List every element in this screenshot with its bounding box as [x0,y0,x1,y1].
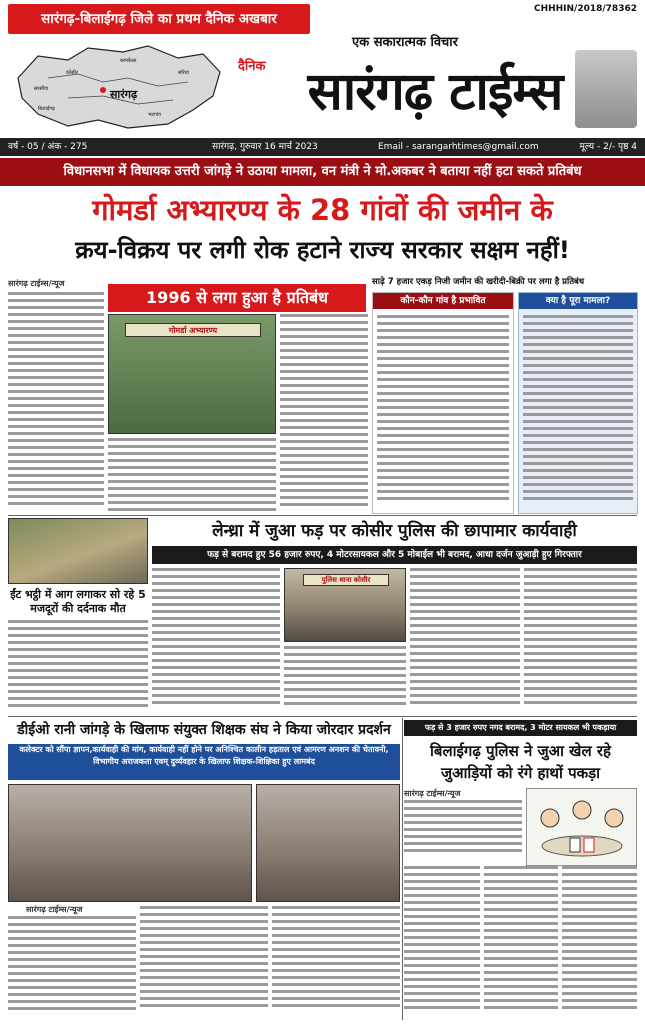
column-divider [402,718,403,1020]
full-matter-box [518,292,638,514]
editor-portrait [575,50,637,128]
email-contact: Email - sarangarhtimes@gmail.com [378,142,539,152]
map-place: बरमकेला [120,58,137,64]
story4-column-2 [404,866,480,1020]
story3-right-band: फड़ से 3 हजार रुपए नगद बरामद, 3 मोटर सायकल भी पकड़ाया [404,720,637,736]
story3-column-3 [272,906,400,1020]
story3-column-1 [8,916,136,1020]
volume-issue: वर्ष - 05 / अंक - 275 [8,142,88,152]
story4-headline: बिलाईगढ़ पुलिस ने जुआ खेल रहे जुआड़ियों को रंगे हाथों पकड़ा [430,742,611,782]
story2-caption: ईंट भट्ठी में आग लगाकर सो रहे 5 मजदूरों की दर्दनाक मौत [10,588,146,615]
story4-column-4 [562,866,637,1020]
story4-column-3 [484,866,558,1020]
brick-kiln-photo [8,518,148,584]
story2-band: फड़ से बरामद हुए 56 हजार रुपए, 4 मोटरसायकल और 5 मोबाईल भी बरामद, आधा दर्जन जुआड़ी हुए गिरफ्तार [152,546,637,564]
map-place: बिलाईगढ़ [38,106,55,112]
story2-column-4 [524,568,637,714]
story4-byline: सारंगढ़ टाईम्स/न्यूज [404,789,461,798]
story3-blue-band: कलेक्टर को सौंपा ज्ञापन,कार्यवाही की मांग, कार्यवाही नहीं होने पर अनिश्चित कालीन हड़ताल एवं आमरण अनशन की चेतावनी, विभागीय अराजकता एवम् दुर्व्यवहार के खिलाफ शिक्षक-शिक्षिका हुए लामबंद [8,744,400,780]
police-station-label: पुलिस थाना कोसीर [303,574,389,586]
lead-column-3 [280,314,368,514]
price: मूल्य - 2/- पृष्ठ 4 [579,142,637,152]
story2-column-3 [410,568,520,714]
teachers-rally-photo [256,784,400,902]
story3-column-2 [140,906,268,1020]
sanctuary-sign-text: गोमर्डा अभ्यारण्य [125,323,261,337]
sanctuary-gate-photo [108,314,276,434]
map-place: कोसीर [66,70,78,76]
lead-column-1 [8,292,104,514]
map-place: भटगांव [148,112,161,118]
villages-box [372,292,514,514]
district-map [8,38,228,136]
teachers-protest-photo [8,784,252,902]
masthead-subtitle: एक सकारात्मक विचार [352,35,458,50]
map-marker-main [100,87,106,93]
date-bar [0,138,645,156]
story4-column-1 [404,800,522,862]
registration-number: CHHHIN/2018/78362 [533,4,637,14]
map-place: सरसींवा [34,86,49,92]
story2-column-1 [152,568,280,714]
story3-headline: डीईओ रानी जांगड़े के खिलाफ संयुक्त शिक्षक संघ ने किया जोरदार प्रदर्शन [17,722,391,738]
masthead-daily: दैनिक [238,59,266,74]
masthead-title: सारंगढ़ टाईम्स [307,61,563,122]
section-divider [8,716,637,717]
villages-box-title: कौन-कौन गांव है प्रभावित [373,293,513,309]
lead-byline: सारंगढ़ टाईम्स/न्यूज [8,279,65,288]
lead-headline-2: क्रय-विक्रय पर लगी रोक हटाने राज्य सरकार सक्षम नहीं! [75,236,570,264]
issue-date: सारंगढ़, गुरुवार 16 मार्च 2023 [212,142,318,152]
lead-column-2 [108,438,276,514]
lead-headline-1: गोमर्डा अभ्यारण्य के 28 गांवों की जमीन के [92,193,553,227]
lead-kicker: विधानसभा में विधायक उत्तरी जांगड़े ने उठाया मामला, वन मंत्री ने मो.अकबर ने बताया नहीं हटा सकते प्रतिबंध [0,158,645,186]
map-place: सरिया [178,70,189,76]
gambling-cartoon [526,788,637,866]
full-matter-title: क्या है पूरा मामला? [519,293,637,309]
section-divider [8,515,637,516]
kiln-story-text [8,620,148,714]
police-station-photo [284,568,406,642]
map-label: सारंगढ़ [110,88,138,101]
tagline-banner: सारंगढ़-बिलाईगढ़ जिले का प्रथम दैनिक अखबार [8,4,310,34]
story2-headline: लेन्ध्रा में जुआ फड़ पर कोसीर पुलिस की छापामार कार्यवाही [212,521,577,541]
story3-byline: सारंगढ़ टाईम्स/न्यूज [26,905,83,914]
story2-column-2 [284,646,406,714]
lead-subhead: साढ़े 7 हजार एकड़ निजी जमीन की खरीदी-बिक्री पर लगा है प्रतिबंध [372,277,585,287]
lead-band: 1996 से लगा हुआ है प्रतिबंध [108,284,366,312]
